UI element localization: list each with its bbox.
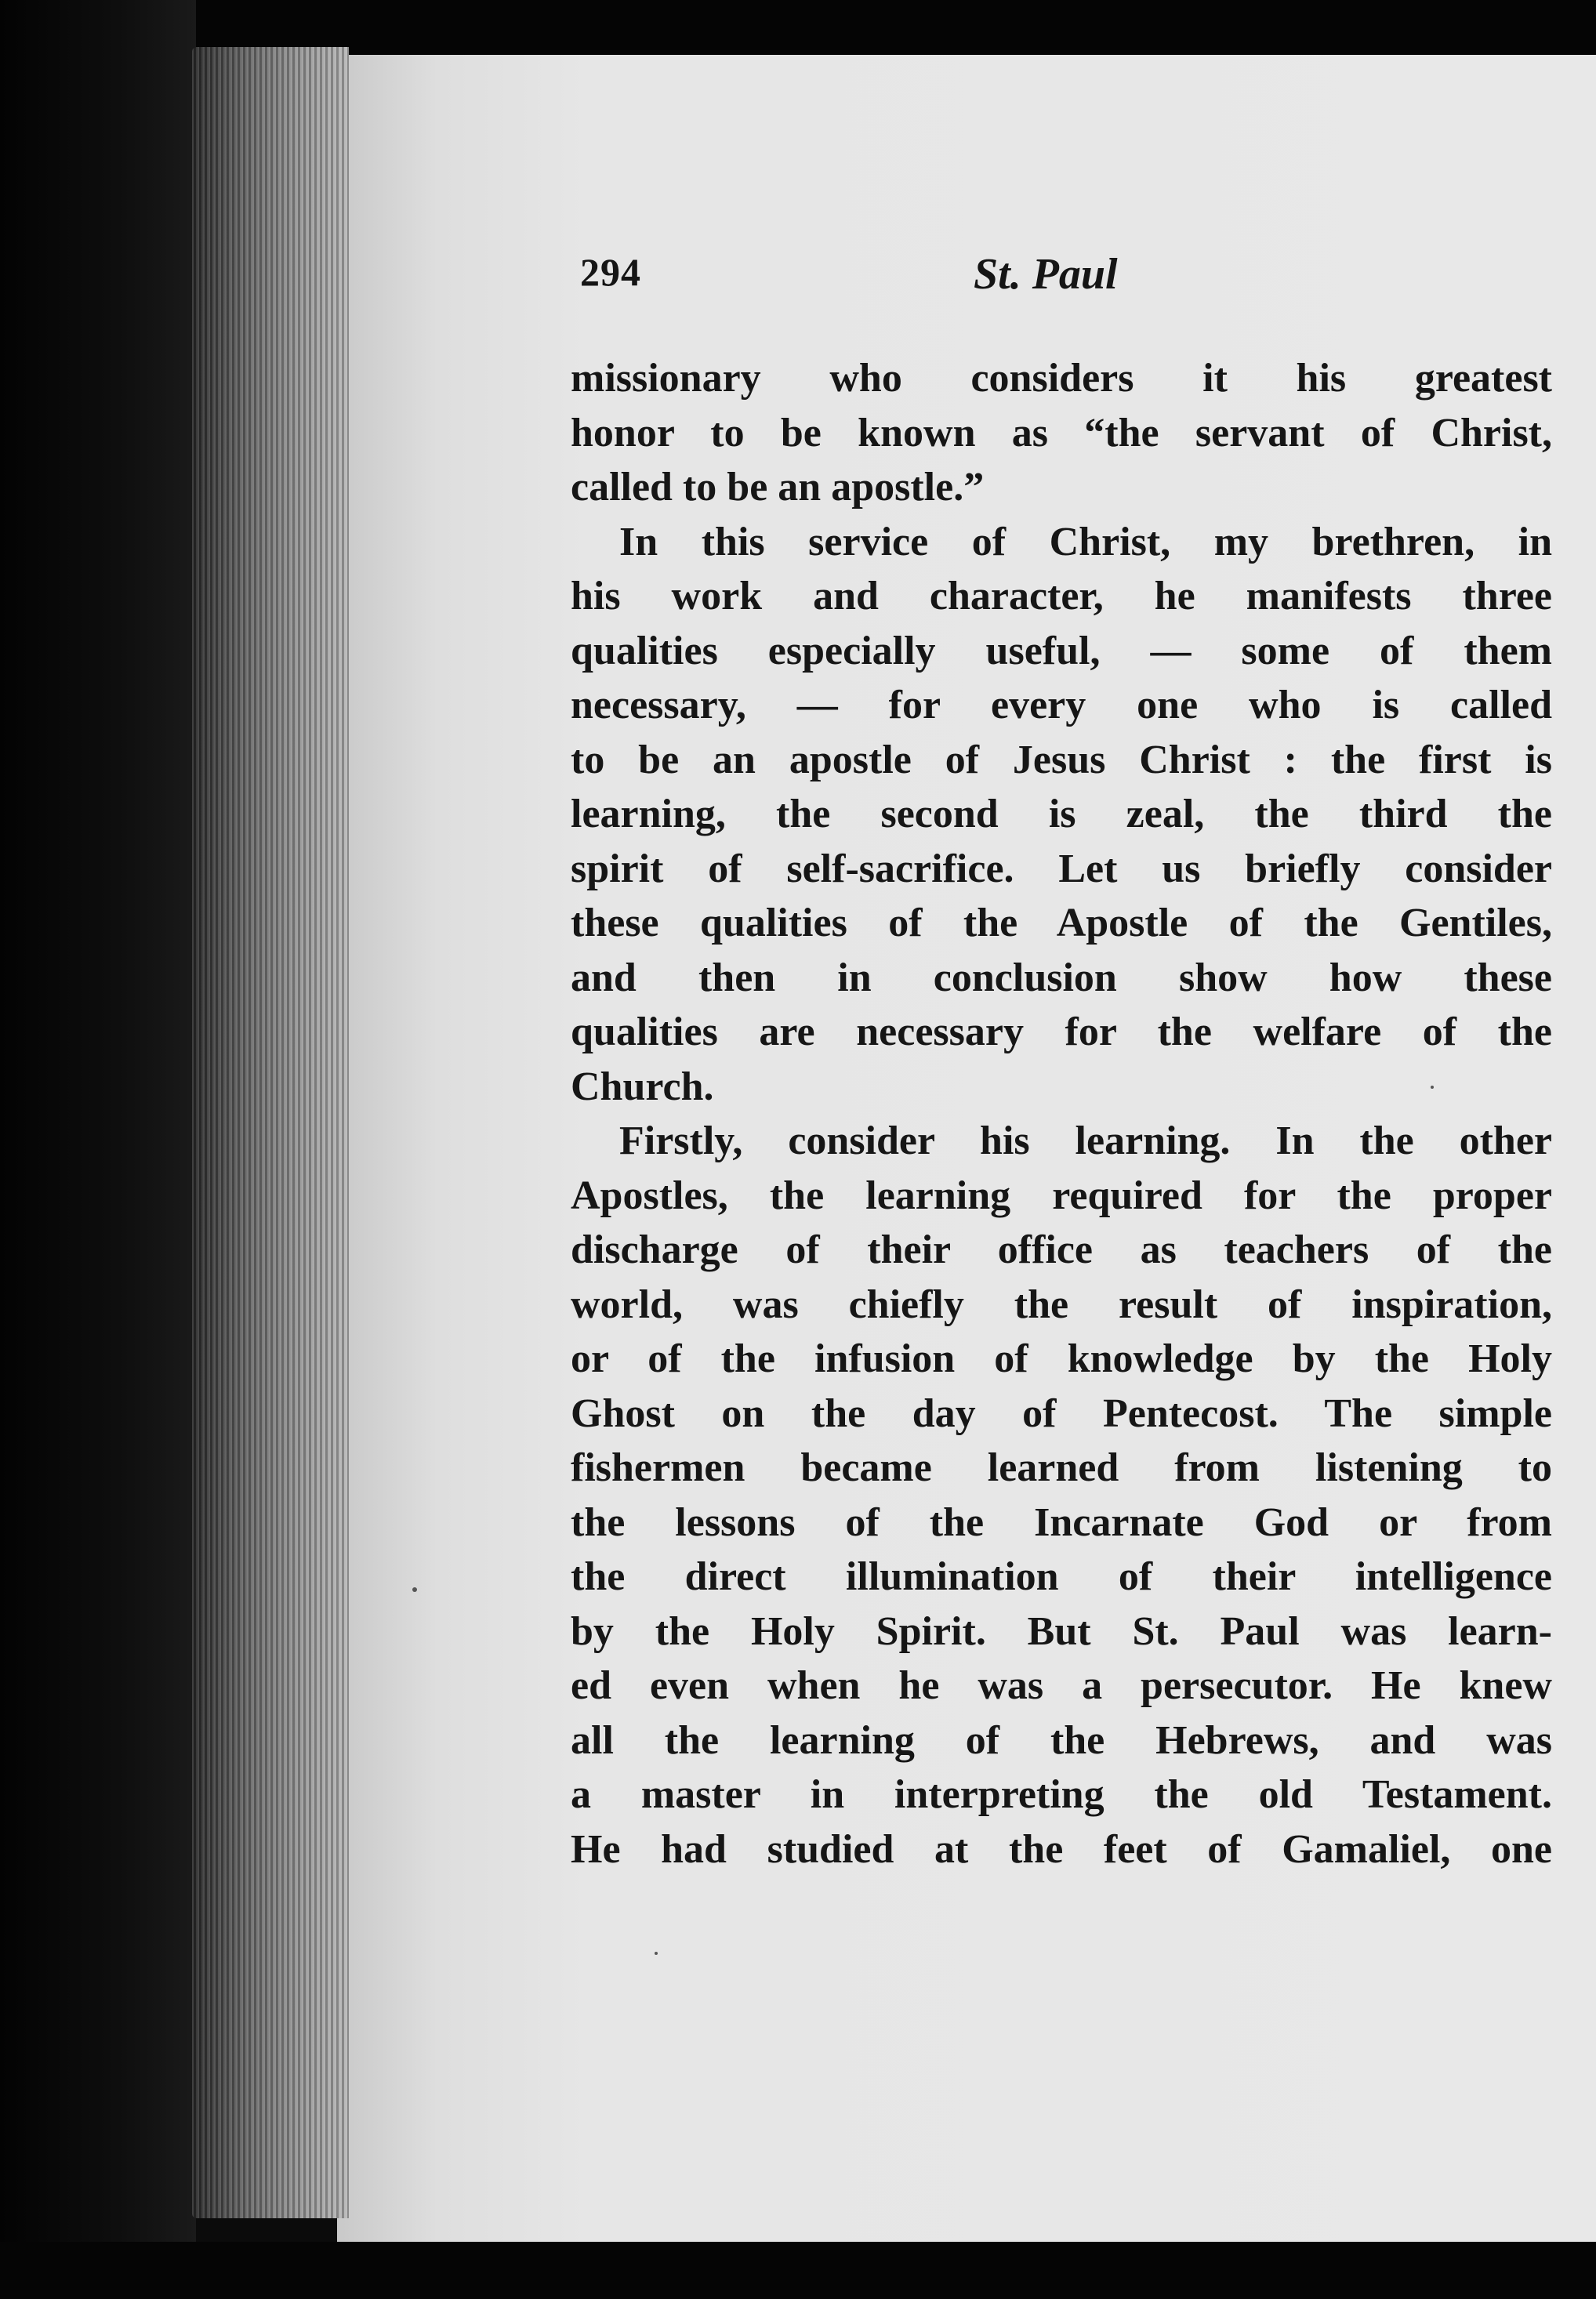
text-line: Firstly, consider his learning. In the other [619, 1119, 1552, 1163]
text-line: discharge of their office as teachers of the [571, 1227, 1552, 1272]
text-line: world, was chiefly the result of inspiration, [571, 1282, 1552, 1327]
text-line: learning, the second is zeal, the third the [571, 792, 1552, 836]
page-header [580, 249, 1552, 304]
text-line: ed even when he was a persecutor. He knew [571, 1663, 1552, 1708]
text-line: Apostles, the learning required for the proper [571, 1173, 1552, 1218]
text-line: fishermen became learned from listening to [571, 1445, 1552, 1490]
body-text [571, 351, 1552, 1877]
text-line: these qualities of the Apostle of the Gentiles, [571, 901, 1552, 945]
text-line: qualities especially useful, — some of them [571, 628, 1552, 673]
text-line: and then in conclusion show how these [571, 955, 1552, 1000]
text-line: necessary, — for every one who is called [571, 683, 1552, 727]
running-head: St. Paul [974, 250, 1118, 299]
scan-border-left [0, 0, 196, 2299]
text-line: Ghost on the day of Pentecost. The simple [571, 1391, 1552, 1436]
text-line: his work and character, he manifests three [571, 574, 1552, 618]
text-line: a master in interpreting the old Testament. [571, 1772, 1552, 1817]
text-line: In this service of Christ, my brethren, in [619, 519, 1552, 564]
text-line: missionary who considers it his greatest [571, 356, 1552, 401]
page-number: 294 [580, 250, 641, 294]
text-line: the lessons of the Incarnate God or from [571, 1499, 1552, 1545]
text-line: the direct illumination of their intelligence [571, 1554, 1552, 1599]
text-line: qualities are necessary for the welfare of the [571, 1010, 1552, 1054]
scan-speck [412, 1587, 417, 1592]
text-line: to be an apostle of Jesus Christ : the first is [571, 737, 1552, 782]
text-line: called to be an apostle.” [571, 465, 985, 509]
page-stack-edges [192, 47, 349, 2218]
text-line: honor to be known as “the servant of Christ, [571, 410, 1552, 455]
text-line: He had studied at the feet of Gamaliel, one [571, 1826, 1552, 1872]
text-line: spirit of self-sacrifice. Let us briefly consider [571, 846, 1552, 891]
text-line: Church. [571, 1064, 714, 1109]
text-line: or of the infusion of knowledge by the Holy [571, 1336, 1552, 1381]
scan-speck [655, 1952, 658, 1955]
scan-border-bottom [0, 2242, 1596, 2299]
text-line: by the Holy Spirit. But St. Paul was learn- [571, 1608, 1552, 1654]
text-line: all the learning of the Hebrews, and was [571, 1717, 1552, 1763]
